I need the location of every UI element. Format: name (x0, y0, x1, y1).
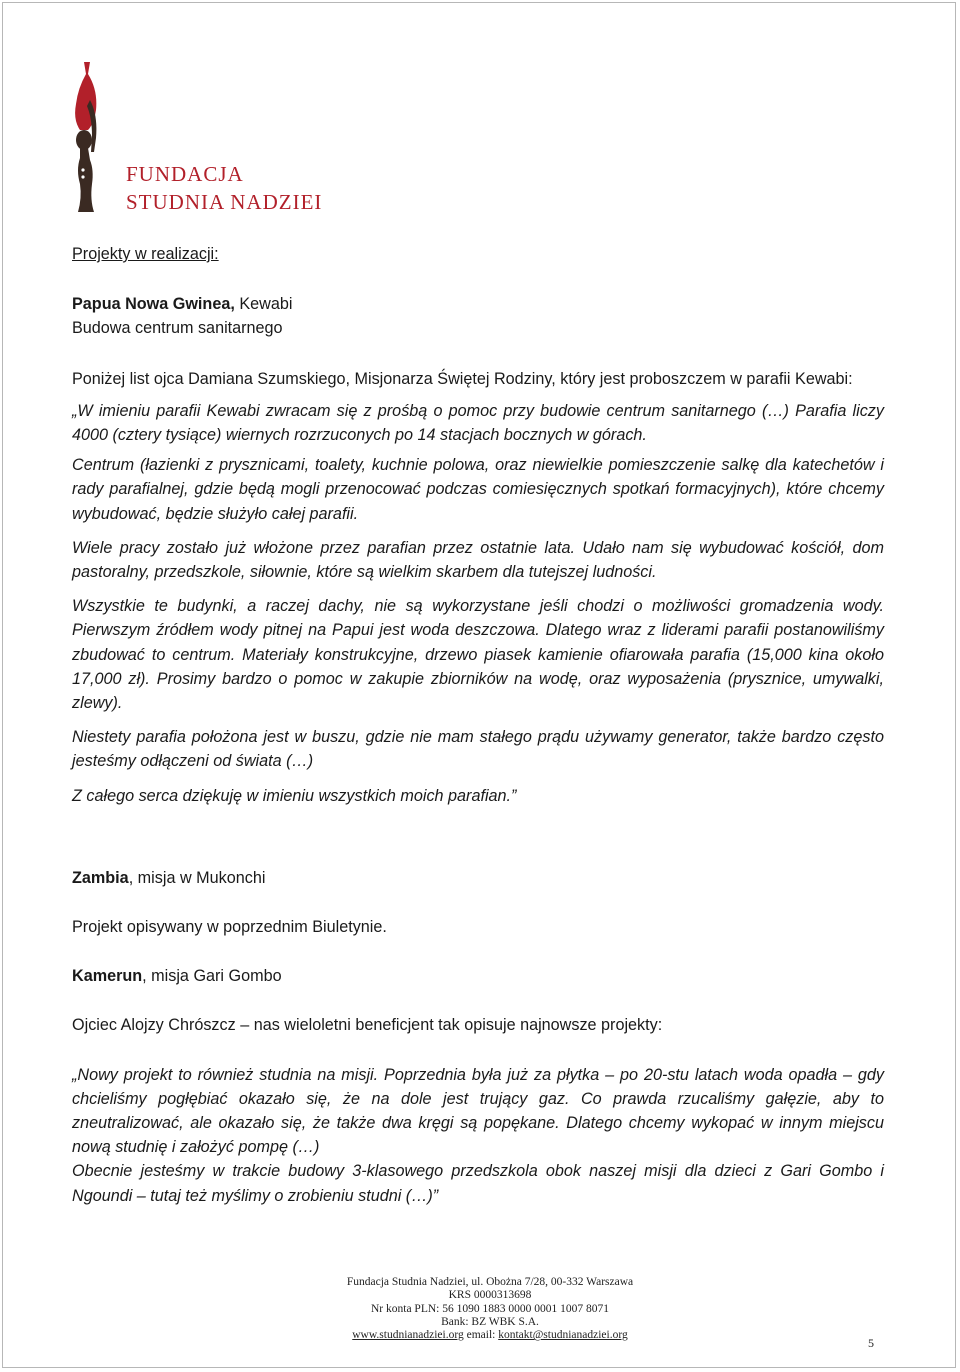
papua-place: Kewabi (234, 295, 293, 314)
logo-text-line2: STUDNIA NADZIEI (126, 190, 323, 214)
zambia-place: , misja w Mukonchi (128, 868, 266, 887)
kamerun-quote-2: Obecnie jesteśmy w trakcie budowy 3-klasowego przedszkola obok naszej misji dla dzieci z Gari Gombo i Ngoundi – tutaj też myślimy o zrobieniu studni (…)” (72, 1162, 884, 1205)
kamerun-place: , misja Gari Gombo (142, 967, 282, 986)
document-body (72, 242, 884, 1208)
papua-quote-6: Z całego serca dziękuję w imieniu wszystkich moich parafian.” (72, 786, 517, 805)
papua-quote-2: Centrum (łazienki z prysznicami, toalety, kuchnie polowa, oraz niewielkie pomieszczenie salkę dla katechetów i rady parafialnej, gdzie będą mogli przenocować podczas comiesięcznych spotkań formacyjnych), które chcemy wybudować, będzie służyło całej parafii. (72, 456, 884, 523)
papua-quote-5: Niestety parafia położona jest w buszu, gdzie nie mam stałego prądu używamy generator, także bardzo często jesteśmy odłączeni od świata (…) (72, 728, 884, 771)
papua-country: Papua Nowa Gwinea, (72, 295, 235, 314)
page-number: 5 (868, 1336, 874, 1350)
footer-krs: KRS 0000313698 (448, 1289, 532, 1302)
logo-text-line1: FUNDACJA (126, 162, 244, 186)
footer-email-label: email: (463, 1329, 499, 1342)
papua-header (72, 292, 884, 316)
papua-quote-1: „W imieniu parafii Kewabi zwracam się z prośbą o pomoc przy budowie centrum sanitarnego (…) Parafia liczy 4000 (cztery tysiące) wiernych rozrzuconych po 14 stacjach bocznych w górach. (72, 401, 884, 445)
kamerun-quote-1: „Nowy projekt to również studnia na misji. Poprzednia była już za płytka – po 20-stu latach woda opadła – gdy chcieliśmy pogłębiać okazało się, że na dole jest trujący gaz. Co prawda rzucaliśmy gałęzie, aby to zneutralizować, ale okazało się, że także dwa kręgi są popękane. Dlatego chcemy wykopać w innym miejscu nową studnię i założyć pompę (…) (72, 1065, 884, 1157)
woman-with-jar-icon (74, 60, 134, 215)
page-footer (300, 1276, 680, 1342)
zambia-country: Zambia (72, 868, 129, 887)
zambia-note: Projekt opisywany w poprzednim Biuletynie. (72, 918, 387, 937)
kamerun-header (72, 964, 884, 988)
zambia-header (72, 866, 884, 890)
kamerun-intro: Ojciec Alojzy Chrószcz – nas wieloletni beneficjent tak opisuje najnowsze projekty: (72, 1016, 663, 1035)
foundation-logo (74, 60, 334, 215)
footer-account: Nr konta PLN: 56 1090 1883 0000 0001 1007 8071 (371, 1302, 609, 1315)
footer-bank: Bank: BZ WBK S.A. (441, 1315, 539, 1328)
papua-quote-3: Wiele pracy zostało już włożone przez parafian przez ostatnie lata. Udało nam się wybudować kościół, dom pastoralny, przedszkole, siłownie, które są wielkim skarbem dla tutejszej ludności. (72, 538, 884, 582)
papua-project-title: Budowa centrum sanitarnego (72, 319, 283, 338)
footer-contact (300, 1329, 680, 1342)
papua-quote-4: Wszystkie te budynki, a raczej dachy, nie są wykorzystane jeśli chodzi o możliwości gromadzenia wody. Pierwszym źródłem wody pitnej na Papui jest woda deszczowa. Dlatego wraz z liderami parafii postanowiliśmy zbudować to centrum. Materiały konstrukcyjne, drzewo piasek kamienie ofiarowała parafia (15,000 kina około 17,000 zł). Prosimy bardzo o pomoc w zakupie zbiorników na wodę, oraz wyposażenia (prysznice, umywalki, zlewy). (72, 597, 884, 713)
footer-email-link[interactable]: kontakt@studnianadziei.org (498, 1329, 628, 1342)
section-heading: Projekty w realizacji: (72, 245, 219, 263)
footer-website-link[interactable]: www.studnianadziei.org (352, 1329, 464, 1342)
footer-address: Fundacja Studnia Nadziei, ul. Obożna 7/28, 00-332 Warszawa (346, 1276, 634, 1288)
papua-intro: Poniżej list ojca Damiana Szumskiego, Misjonarza Świętej Rodziny, który jest proboszczem w parafii Kewabi: (72, 369, 853, 388)
kamerun-country: Kamerun (72, 967, 143, 986)
